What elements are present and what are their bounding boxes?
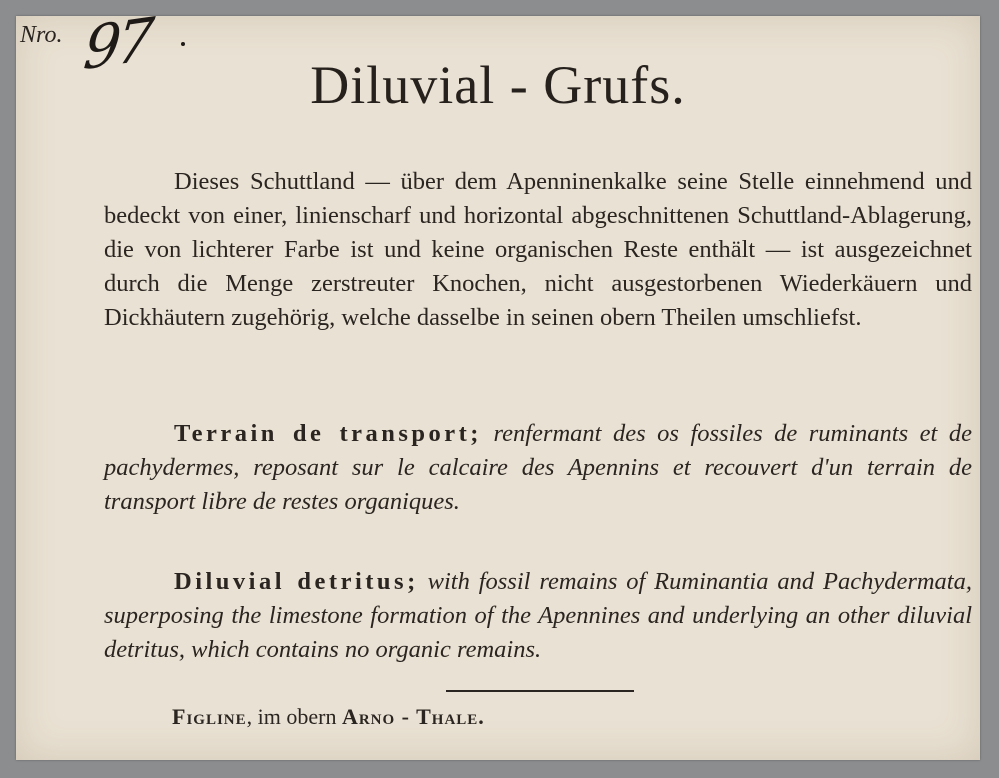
locality-middle: , im obern xyxy=(246,704,337,729)
locality-line xyxy=(172,704,485,730)
divider-rule xyxy=(446,690,634,692)
english-description xyxy=(104,565,972,667)
label-title: Diluvial - Grufs. xyxy=(310,55,686,115)
french-description xyxy=(104,417,972,519)
french-text: renfermant des os fossiles de ruminants et de pachydermes, reposant sur le calcaire des Apennins et recouvert d'un terrain de transport libre de restes organiques. xyxy=(104,419,972,515)
ink-dot xyxy=(181,42,185,46)
handwritten-number: 97 xyxy=(80,4,154,84)
german-description: Dieses Schuttland — über dem Apenninenkalke seine Stelle einnehmend und bedeckt von einer, linienscharf und horizontal abgeschnittenen Schuttland-Ablagerung, die von lichterer Farbe ist und keine organischen Reste enthält — ist ausgezeichnet durch die Menge zerstreuter Knochen, nicht ausgestorbenen Wiederkäuern und Dickhäutern zugehörig, welche dasselbe in seinen obern Theilen umschliefst. xyxy=(104,167,972,331)
french-term: Terrain de transport; xyxy=(174,419,482,447)
specimen-label xyxy=(16,4,980,760)
english-term: Diluvial detritus; xyxy=(174,567,419,595)
english-text: with fossil remains of Ruminantia and Pachydermata, superposing the limestone formation of the Apennines and underlying an other diluvial detritus, which contains no organic remains. xyxy=(104,567,972,663)
locality-place: Figline xyxy=(172,704,247,729)
number-prefix: Nro. xyxy=(20,22,63,48)
locality-region: Arno - Thale. xyxy=(341,704,485,729)
